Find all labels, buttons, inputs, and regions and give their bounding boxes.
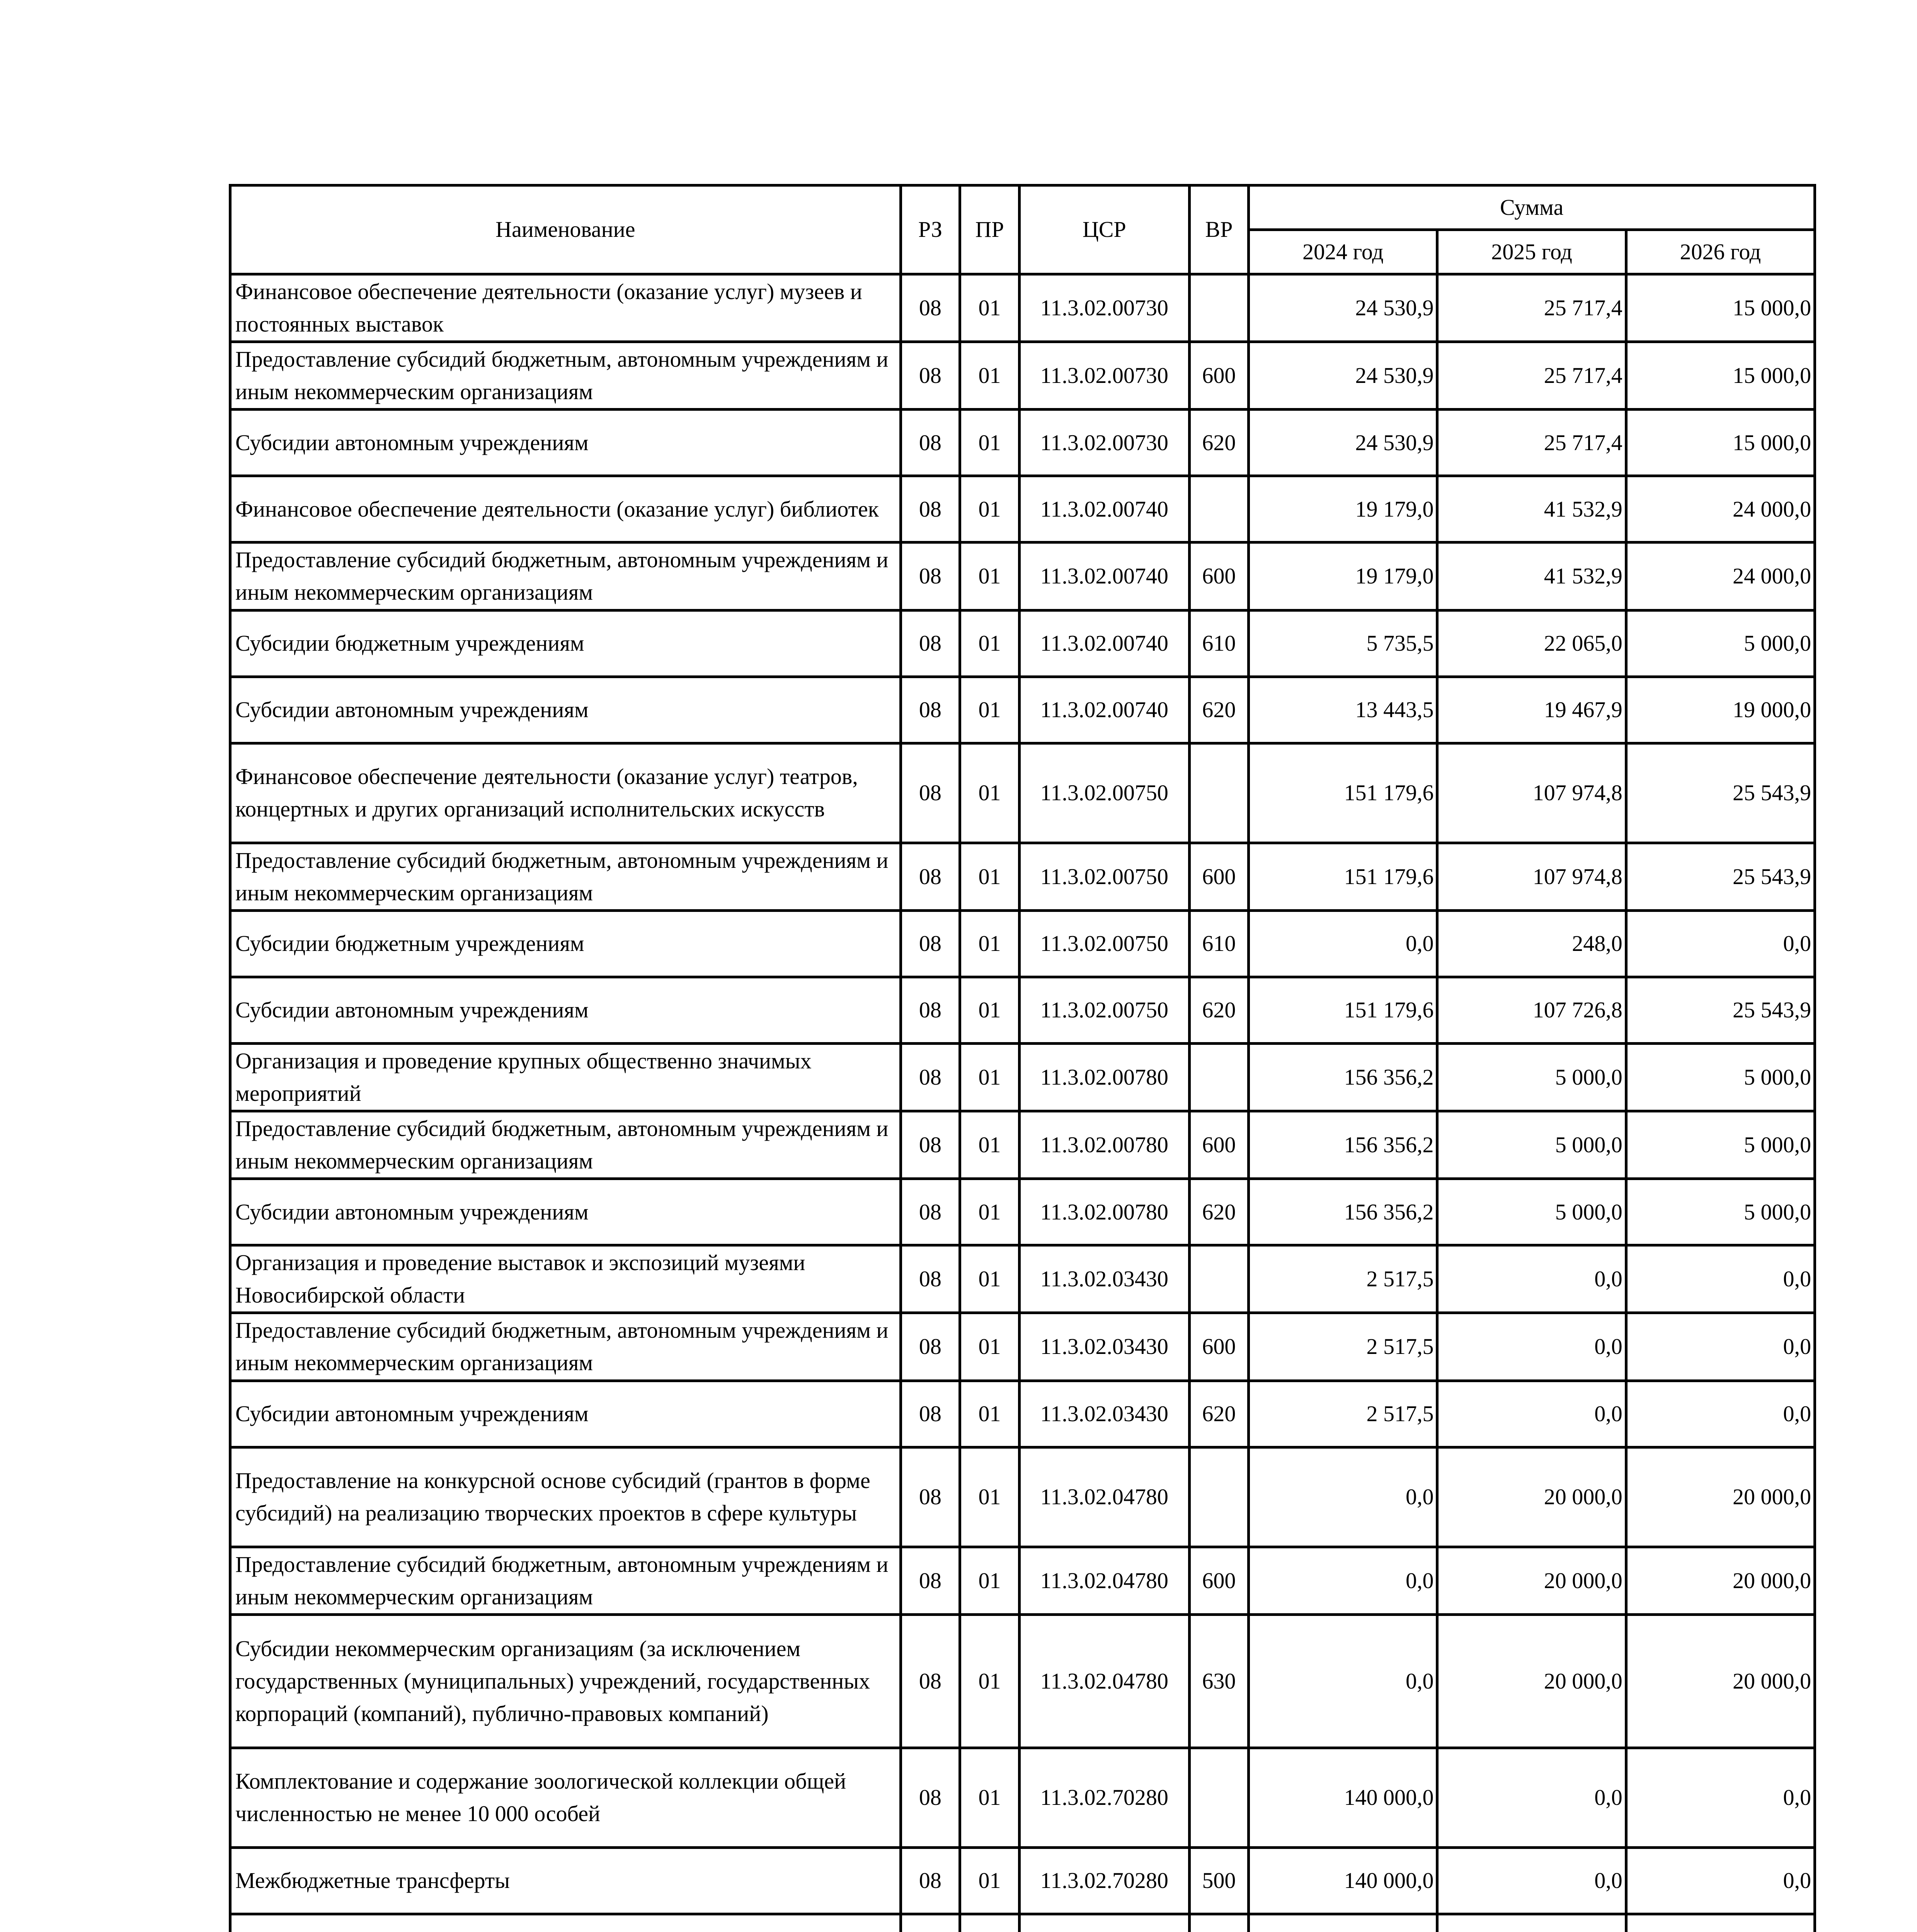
- row-name: Предоставление субсидий бюджетным, автономным учреждениям и иным некоммерческим организациям: [230, 1111, 901, 1179]
- row-rz: 08: [901, 1748, 960, 1847]
- row-amount-2026: 0,0: [1626, 1748, 1815, 1847]
- row-amount-2026: 15 000,0: [1626, 274, 1815, 342]
- row-amount-2025: 19 467,9: [1437, 677, 1626, 743]
- row-vr: 600: [1189, 543, 1249, 610]
- row-pr: 01: [960, 1111, 1020, 1179]
- row-name: Предоставление субсидий бюджетным, автономным учреждениям и иным некоммерческим организациям: [230, 1313, 901, 1381]
- row-csr: 11.3.02.00780: [1019, 1111, 1189, 1179]
- row-amount-2026: 19 000,0: [1626, 677, 1815, 743]
- table-row: [230, 1847, 1815, 1914]
- row-amount-2025: 5 000,0: [1437, 1043, 1626, 1111]
- row-amount-2026: 0,0: [1626, 1381, 1815, 1447]
- row-pr: 01: [960, 977, 1020, 1043]
- row-amount-2026: 20 000,0: [1626, 1447, 1815, 1547]
- row-amount-2026: 0,0: [1626, 1313, 1815, 1381]
- row-vr: [1189, 1748, 1249, 1847]
- row-amount-2024: 156 356,2: [1249, 1043, 1437, 1111]
- row-amount-2026: 24 000,0: [1626, 543, 1815, 610]
- row-amount-2025: 20 000,0: [1437, 1547, 1626, 1614]
- row-amount-2026: 20 000,0: [1626, 1614, 1815, 1748]
- row-amount-2026: 0,0: [1626, 1847, 1815, 1914]
- row-amount-2024: 2 517,5: [1249, 1313, 1437, 1381]
- row-vr: 600: [1189, 1313, 1249, 1381]
- row-vr: 600: [1189, 843, 1249, 910]
- row-pr: 01: [960, 1847, 1020, 1914]
- row-amount-2024: 2 517,5: [1249, 1245, 1437, 1313]
- row-amount-2025: 41 532,9: [1437, 476, 1626, 543]
- row-rz: 08: [901, 843, 960, 910]
- row-rz: 08: [901, 543, 960, 610]
- row-amount-2025: 20 000,0: [1437, 1447, 1626, 1547]
- table-row: [230, 1245, 1815, 1313]
- row-amount-2025: 25 717,4: [1437, 342, 1626, 410]
- table-row: [230, 743, 1815, 843]
- row-amount-2025: 107 974,8: [1437, 743, 1626, 843]
- row-rz: 08: [901, 274, 960, 342]
- table-row: [230, 977, 1815, 1043]
- row-pr: 01: [960, 677, 1020, 743]
- table-body: [230, 274, 1815, 1932]
- row-rz: 08: [901, 1313, 960, 1381]
- table-row: [230, 1179, 1815, 1245]
- row-amount-2024: 0,0: [1249, 1547, 1437, 1614]
- row-rz: 08: [901, 410, 960, 476]
- row-amount-2024: 24 530,9: [1249, 410, 1437, 476]
- row-amount-2024: 2 517,5: [1249, 1381, 1437, 1447]
- row-vr: 610: [1189, 610, 1249, 677]
- row-amount-2025: 0,0: [1437, 1847, 1626, 1914]
- row-csr: 11.3.02.00780: [1019, 1043, 1189, 1111]
- table-row: [230, 1381, 1815, 1447]
- table-row: [230, 1043, 1815, 1111]
- row-pr: 01: [960, 610, 1020, 677]
- table-row: [230, 410, 1815, 476]
- row-name: Финансовое обеспечение деятельности (оказание услуг) библиотек: [230, 476, 901, 543]
- row-amount-2026: 5 000,0: [1626, 1179, 1815, 1245]
- table-row: [230, 1313, 1815, 1381]
- row-rz: 08: [901, 1179, 960, 1245]
- row-amount-2025: 5 000,0: [1437, 1111, 1626, 1179]
- row-csr: 11.3.02.00740: [1019, 543, 1189, 610]
- row-amount-2025: [1437, 1914, 1626, 1932]
- row-amount-2026: 0,0: [1626, 910, 1815, 977]
- row-amount-2024: 140 000,0: [1249, 1847, 1437, 1914]
- row-name: Предоставление субсидий бюджетным, автономным учреждениям и иным некоммерческим организациям: [230, 1547, 901, 1614]
- row-pr: 01: [960, 543, 1020, 610]
- row-pr: 01: [960, 1043, 1020, 1111]
- col-header-year-2025: 2025 год: [1437, 230, 1626, 274]
- row-amount-2026: 15 000,0: [1626, 342, 1815, 410]
- row-vr: 600: [1189, 1111, 1249, 1179]
- row-pr: 01: [960, 843, 1020, 910]
- table-row: [230, 274, 1815, 342]
- row-amount-2025: 25 717,4: [1437, 274, 1626, 342]
- row-pr: 01: [960, 342, 1020, 410]
- row-amount-2025: 41 532,9: [1437, 543, 1626, 610]
- row-amount-2024: 151 179,6: [1249, 977, 1437, 1043]
- row-vr: 620: [1189, 410, 1249, 476]
- row-csr: 11.3.02.00780: [1019, 1179, 1189, 1245]
- row-name: Организация и проведение выставок и экспозиций музеями Новосибирской области: [230, 1245, 901, 1313]
- row-amount-2024: 19 179,0: [1249, 476, 1437, 543]
- row-amount-2024: 0,0: [1249, 1447, 1437, 1547]
- row-vr: 500: [1189, 1847, 1249, 1914]
- row-name: Субсидии некоммерческим организациям (за исключением государственных (муниципальных) учреждений, государственных корпораций (компаний), публично-правовых компаний): [230, 1614, 901, 1748]
- row-vr: 620: [1189, 1381, 1249, 1447]
- row-name: Комплектование и содержание зоологической коллекции общей численностью не менее 10 000 особей: [230, 1748, 901, 1847]
- row-amount-2025: 25 717,4: [1437, 410, 1626, 476]
- row-name: Предоставление субсидий бюджетным, автономным учреждениям и иным некоммерческим организациям: [230, 843, 901, 910]
- row-amount-2025: 248,0: [1437, 910, 1626, 977]
- row-csr: 11.3.02.00730: [1019, 410, 1189, 476]
- row-amount-2025: 22 065,0: [1437, 610, 1626, 677]
- row-pr: 01: [960, 1614, 1020, 1748]
- table-row: [230, 476, 1815, 543]
- row-csr: 11.3.02.00740: [1019, 476, 1189, 543]
- col-header-csr: ЦСР: [1019, 185, 1189, 274]
- row-pr: 01: [960, 743, 1020, 843]
- row-name: Субсидии автономным учреждениям: [230, 977, 901, 1043]
- row-amount-2026: 25 543,9: [1626, 843, 1815, 910]
- row-amount-2024: 0,0: [1249, 1614, 1437, 1748]
- row-pr: 01: [960, 1381, 1020, 1447]
- row-amount-2025: 0,0: [1437, 1748, 1626, 1847]
- row-vr: 600: [1189, 1547, 1249, 1614]
- row-amount-2026: 24 000,0: [1626, 476, 1815, 543]
- row-csr: 11.3.02.00750: [1019, 977, 1189, 1043]
- row-name: Субсидии бюджетным учреждениям: [230, 910, 901, 977]
- row-vr: [1189, 1914, 1249, 1932]
- row-name: Субсидии бюджетным учреждениям: [230, 610, 901, 677]
- row-vr: 620: [1189, 1179, 1249, 1245]
- row-csr: [1019, 1914, 1189, 1932]
- row-amount-2024: 19 179,0: [1249, 543, 1437, 610]
- row-pr: 01: [960, 410, 1020, 476]
- row-pr: 01: [960, 1179, 1020, 1245]
- row-amount-2024: 13 443,5: [1249, 677, 1437, 743]
- budget-table: [229, 184, 1816, 1932]
- row-csr: 11.3.02.00740: [1019, 610, 1189, 677]
- row-amount-2024: 156 356,2: [1249, 1111, 1437, 1179]
- row-name: Субсидии автономным учреждениям: [230, 677, 901, 743]
- row-amount-2024: 140 000,0: [1249, 1748, 1437, 1847]
- row-vr: [1189, 274, 1249, 342]
- table-row: [230, 1547, 1815, 1614]
- row-amount-2025: 20 000,0: [1437, 1614, 1626, 1748]
- row-amount-2025: 0,0: [1437, 1381, 1626, 1447]
- row-pr: [960, 1914, 1020, 1932]
- row-vr: 610: [1189, 910, 1249, 977]
- col-header-name: Наименование: [230, 185, 901, 274]
- table-row: [230, 1614, 1815, 1748]
- table-row: [230, 843, 1815, 910]
- row-amount-2024: 5 735,5: [1249, 610, 1437, 677]
- row-rz: 08: [901, 1614, 960, 1748]
- row-name: Финансовое обеспечение деятельности (оказание услуг) театров, концертных и других организаций исполнительских искусств: [230, 743, 901, 843]
- row-name: Предоставление на конкурсной основе субсидий (грантов в форме субсидий) на реализацию творческих проектов в сфере культуры: [230, 1447, 901, 1547]
- row-pr: 01: [960, 274, 1020, 342]
- row-vr: [1189, 1447, 1249, 1547]
- row-amount-2025: 107 974,8: [1437, 843, 1626, 910]
- row-csr: 11.3.02.00730: [1019, 342, 1189, 410]
- row-vr: [1189, 743, 1249, 843]
- row-rz: 08: [901, 1447, 960, 1547]
- row-amount-2026: 15 000,0: [1626, 410, 1815, 476]
- table-row: [230, 342, 1815, 410]
- table-row: [230, 677, 1815, 743]
- row-rz: 08: [901, 1381, 960, 1447]
- row-amount-2024: 24 530,9: [1249, 274, 1437, 342]
- row-amount-2026: 25 543,9: [1626, 977, 1815, 1043]
- row-amount-2024: [1249, 1914, 1437, 1932]
- row-rz: 08: [901, 1043, 960, 1111]
- row-amount-2024: 0,0: [1249, 910, 1437, 977]
- row-amount-2025: 107 726,8: [1437, 977, 1626, 1043]
- row-pr: 01: [960, 1447, 1020, 1547]
- row-rz: 08: [901, 476, 960, 543]
- row-name: Субсидии автономным учреждениям: [230, 410, 901, 476]
- row-csr: 11.3.02.04780: [1019, 1614, 1189, 1748]
- row-amount-2024: 156 356,2: [1249, 1179, 1437, 1245]
- row-amount-2026: 5 000,0: [1626, 1043, 1815, 1111]
- row-amount-2026: [1626, 1914, 1815, 1932]
- row-rz: [901, 1914, 960, 1932]
- row-pr: 01: [960, 1748, 1020, 1847]
- table-row: [230, 1748, 1815, 1847]
- row-vr: 630: [1189, 1614, 1249, 1748]
- row-amount-2026: 25 543,9: [1626, 743, 1815, 843]
- row-rz: 08: [901, 677, 960, 743]
- row-csr: 11.3.02.00730: [1019, 274, 1189, 342]
- row-amount-2024: 24 530,9: [1249, 342, 1437, 410]
- table-row: [230, 910, 1815, 977]
- row-csr: 11.3.02.00740: [1019, 677, 1189, 743]
- row-csr: 11.3.02.00750: [1019, 910, 1189, 977]
- row-rz: 08: [901, 1111, 960, 1179]
- row-name: Субсидии автономным учреждениям: [230, 1179, 901, 1245]
- table-header: [230, 185, 1815, 274]
- col-header-sum: Сумма: [1249, 185, 1815, 230]
- row-amount-2026: 5 000,0: [1626, 1111, 1815, 1179]
- row-csr: 11.3.02.03430: [1019, 1381, 1189, 1447]
- row-pr: 01: [960, 476, 1020, 543]
- row-name: Организация и проведение крупных общественно значимых мероприятий: [230, 1043, 901, 1111]
- row-vr: 620: [1189, 977, 1249, 1043]
- table-row: [230, 610, 1815, 677]
- row-amount-2024: 151 179,6: [1249, 843, 1437, 910]
- row-amount-2026: 5 000,0: [1626, 610, 1815, 677]
- row-rz: 08: [901, 1245, 960, 1313]
- row-pr: 01: [960, 1547, 1020, 1614]
- table-row: [230, 1447, 1815, 1547]
- row-vr: [1189, 476, 1249, 543]
- row-vr: [1189, 1245, 1249, 1313]
- row-csr: 11.3.02.70280: [1019, 1748, 1189, 1847]
- col-header-year-2024: 2024 год: [1249, 230, 1437, 274]
- row-name: Предоставление субсидий бюджетным, автономным учреждениям и иным некоммерческим организациям: [230, 543, 901, 610]
- row-amount-2026: 20 000,0: [1626, 1547, 1815, 1614]
- row-csr: 11.3.02.70280: [1019, 1847, 1189, 1914]
- row-amount-2025: 5 000,0: [1437, 1179, 1626, 1245]
- row-rz: 08: [901, 1547, 960, 1614]
- row-name: Субсидии автономным учреждениям: [230, 1381, 901, 1447]
- col-header-vr: ВР: [1189, 185, 1249, 274]
- row-csr: 11.3.02.03430: [1019, 1245, 1189, 1313]
- row-pr: 01: [960, 910, 1020, 977]
- row-pr: 01: [960, 1313, 1020, 1381]
- row-rz: 08: [901, 342, 960, 410]
- col-header-pr: ПР: [960, 185, 1020, 274]
- row-amount-2025: 0,0: [1437, 1313, 1626, 1381]
- table-row: [230, 1914, 1815, 1932]
- row-rz: 08: [901, 1847, 960, 1914]
- row-name: [230, 1914, 901, 1932]
- row-vr: [1189, 1043, 1249, 1111]
- row-rz: 08: [901, 743, 960, 843]
- row-rz: 08: [901, 977, 960, 1043]
- row-csr: 11.3.02.04780: [1019, 1447, 1189, 1547]
- table-row: [230, 543, 1815, 610]
- row-csr: 11.3.02.00750: [1019, 843, 1189, 910]
- col-header-rz: РЗ: [901, 185, 960, 274]
- row-csr: 11.3.02.00750: [1019, 743, 1189, 843]
- row-name: Межбюджетные трансферты: [230, 1847, 901, 1914]
- row-amount-2025: 0,0: [1437, 1245, 1626, 1313]
- row-vr: 600: [1189, 342, 1249, 410]
- row-amount-2026: 0,0: [1626, 1245, 1815, 1313]
- row-rz: 08: [901, 910, 960, 977]
- row-amount-2024: 151 179,6: [1249, 743, 1437, 843]
- row-csr: 11.3.02.04780: [1019, 1547, 1189, 1614]
- row-name: Финансовое обеспечение деятельности (оказание услуг) музеев и постоянных выставок: [230, 274, 901, 342]
- table-row: [230, 1111, 1815, 1179]
- row-csr: 11.3.02.03430: [1019, 1313, 1189, 1381]
- row-vr: 620: [1189, 677, 1249, 743]
- col-header-year-2026: 2026 год: [1626, 230, 1815, 274]
- row-rz: 08: [901, 610, 960, 677]
- row-name: Предоставление субсидий бюджетным, автономным учреждениям и иным некоммерческим организациям: [230, 342, 901, 410]
- row-pr: 01: [960, 1245, 1020, 1313]
